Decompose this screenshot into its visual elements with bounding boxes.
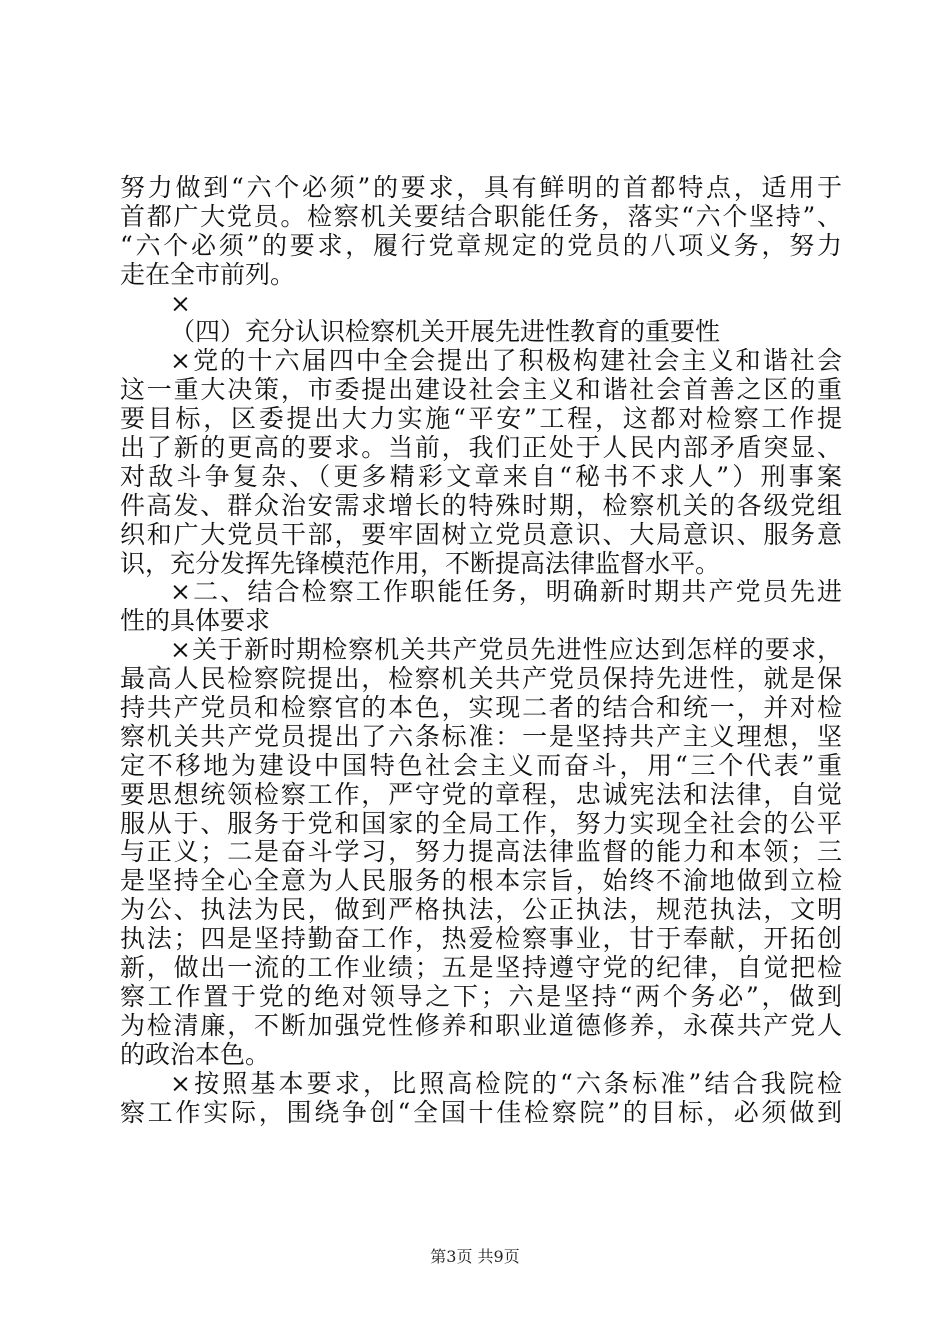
text-line: 要目标，区委提出大力实施“平安”工程，这都对检察工作提 [120, 404, 842, 434]
text-line: 定不移地为建设中国特色社会主义而奋斗，用“三个代表”重 [120, 750, 842, 780]
text-line: 对敌斗争复杂、（更多精彩文章来自“秘书不求人”）刑事案 [120, 461, 842, 491]
text-line: 首都广大党员。检察机关要结合职能任务，落实“六个坚持”、 [120, 201, 842, 231]
text-line: ×按照基本要求，比照高检院的“六条标准”结合我院检 [170, 1068, 842, 1098]
text-line: （四）充分认识检察机关开展先进性教育的重要性 [170, 317, 721, 347]
text-line: ×党的十六届四中全会提出了积极构建社会主义和谐社会 [170, 346, 842, 376]
text-line: 执法；四是坚持勤奋工作，热爱检察事业，甘于奉献，开拓创 [120, 924, 842, 954]
text-line: 察工作实际，围绕争创“全国十佳检察院”的目标，必须做到 [120, 1097, 842, 1127]
text-line: ×关于新时期检察机关共产党员先进性应达到怎样的要求， [170, 635, 842, 665]
text-line: 这一重大决策，市委提出建设社会主义和谐社会首善之区的重 [120, 375, 842, 405]
text-line: 是坚持全心全意为人民服务的根本宗旨，始终不渝地做到立检 [120, 866, 842, 896]
text-line: 织和广大党员干部，要牢固树立党员意识、大局意识、服务意 [120, 519, 842, 549]
document-body [120, 174, 842, 1127]
text-line: 出了新的更高的要求。当前，我们正处于人民内部矛盾突显、 [120, 433, 842, 463]
text-line: “六个必须”的要求，履行党章规定的党员的八项义务，努力 [120, 230, 842, 260]
text-line: 性的具体要求 [120, 606, 271, 636]
text-line: 察工作置于党的绝对领导之下；六是坚持“两个务必”，做到 [120, 981, 842, 1011]
text-line: 走在全市前列。 [120, 259, 296, 289]
page-footer: 第3页 共9页 [430, 1247, 520, 1266]
text-line: 为检清廉，不断加强党性修养和职业道德修养，永葆共产党人 [120, 1010, 842, 1040]
text-line: 察机关共产党员提出了六条标准：一是坚持共产主义理想，坚 [120, 721, 842, 751]
text-line: 识，充分发挥先锋模范作用，不断提高法律监督水平。 [120, 548, 721, 578]
text-line: 的政治本色。 [120, 1039, 271, 1069]
text-line: × [170, 288, 191, 318]
text-line: 与正义；二是奋斗学习，努力提高法律监督的能力和本领；三 [120, 837, 842, 867]
text-line: ×二、结合检察工作职能任务，明确新时期共产党员先进 [170, 577, 842, 607]
text-line: 为公、执法为民，做到严格执法，公正执法，规范执法，文明 [120, 895, 842, 925]
text-line: 件高发、群众治安需求增长的特殊时期，检察机关的各级党组 [120, 490, 842, 520]
text-line: 最高人民检察院提出，检察机关共产党员保持先进性，就是保 [120, 664, 842, 694]
text-line: 努力做到“六个必须”的要求，具有鲜明的首都特点，适用于 [120, 173, 842, 202]
text-line: 服从于、服务于党和国家的全局工作，努力实现全社会的公平 [120, 808, 842, 838]
text-line: 新，做出一流的工作业绩；五是坚持遵守党的纪律，自觉把检 [120, 953, 842, 983]
text-line: 要思想统领检察工作，严守党的章程，忠诚宪法和法律，自觉 [120, 779, 842, 809]
text-line: 持共产党员和检察官的本色，实现二者的结合和统一，并对检 [120, 693, 842, 723]
